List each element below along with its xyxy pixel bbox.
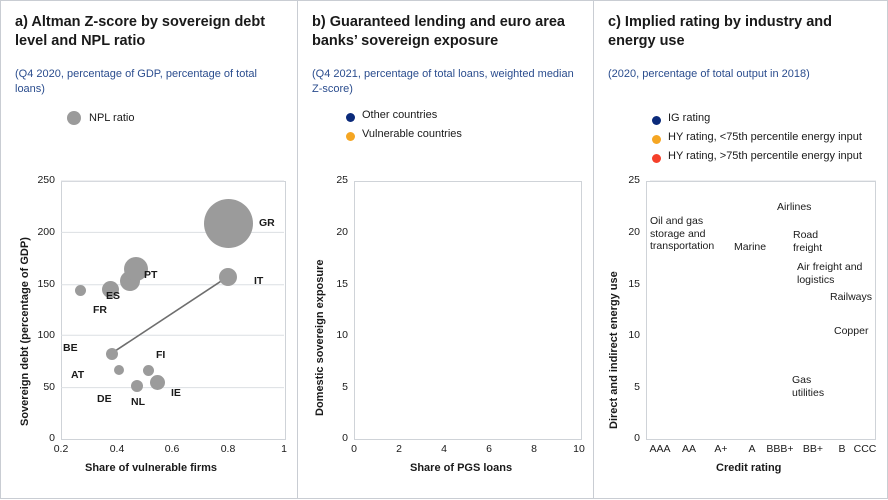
legend-label-other-countries: Other countries <box>362 109 438 121</box>
panel-c <box>593 1 887 498</box>
point-label-IT: IT <box>254 275 264 287</box>
panel-b-subtitle: (Q4 2021, percentage of total loans, weighted median Z-score) <box>312 68 574 95</box>
panel-a-xaxis-title: Share of vulnerable firms <box>85 462 218 474</box>
panel-b-xtick-10: 10 <box>573 443 585 455</box>
legend-label-hy-low-energy: HY rating, <75th percentile energy input <box>668 131 862 143</box>
panel-c-subtitle: (2020, percentage of total output in 2018) <box>608 68 810 80</box>
panel-b-ytick-15: 15 <box>336 278 348 290</box>
panel-c-ytick-0: 0 <box>634 432 640 444</box>
point-label-PT: PT <box>144 269 158 281</box>
point-label-AT: AT <box>71 369 85 381</box>
legend-label-vulnerable-countries: Vulnerable countries <box>362 128 462 140</box>
panel-c-xaxis-title: Credit rating <box>716 462 782 474</box>
panel-c-xtick-aa: AA <box>681 443 696 455</box>
panel-a-xtick-0.8: 0.8 <box>220 443 236 455</box>
panel-a <box>1 1 297 498</box>
point-label-IE: IE <box>171 387 181 399</box>
legend-label-ig-rating: IG rating <box>668 112 711 124</box>
annotation-road-freight: Road freight <box>793 229 823 254</box>
panel-a-xtick-0.2: 0.2 <box>53 443 69 455</box>
bubble-IT <box>219 268 237 286</box>
panel-b-title: b) Guaranteed lending and euro area banks’ sovereign exposure <box>312 14 565 49</box>
annotation-railways: Railways <box>830 291 873 303</box>
point-label-DE: DE <box>97 393 112 405</box>
point-label-FR: FR <box>93 304 107 316</box>
panel-c-ytick-15: 15 <box>628 278 640 290</box>
bubble-IE <box>150 375 165 390</box>
point-label-ES: ES <box>106 290 121 302</box>
panel-a-ytick-200: 200 <box>37 226 55 238</box>
panel-a-xtick-0.4: 0.4 <box>109 443 125 455</box>
annotation-gas-utilities: Gas utilities <box>792 374 825 399</box>
panel-b-xtick-4: 4 <box>441 443 447 455</box>
panel-b-ytick-5: 5 <box>342 381 348 393</box>
panel-a-ytick-100: 100 <box>37 329 55 341</box>
bubble-DE <box>114 365 124 375</box>
panel-b-ytick-20: 20 <box>336 226 348 238</box>
panel-c-xtick-a: A <box>748 443 756 455</box>
point-label-NL: NL <box>131 396 145 408</box>
point-label-FI: FI <box>156 349 166 361</box>
point-label-BE: BE <box>63 342 78 354</box>
panel-c-xtick-bbbplus: BBB+ <box>766 443 794 455</box>
panel-c-ytick-10: 10 <box>628 329 640 341</box>
panel-a-subtitle: (Q4 2020, percentage of GDP, percentage of total loans) <box>15 68 257 95</box>
panel-c-ytick-5: 5 <box>634 381 640 393</box>
panel-b-xtick-6: 6 <box>486 443 492 455</box>
bubble-GR <box>204 199 253 248</box>
panel-a-xtick-0.6: 0.6 <box>164 443 180 455</box>
panel-b-xtick-8: 8 <box>531 443 537 455</box>
annotation-copper: Copper <box>834 325 869 337</box>
panel-c-yaxis-title: Direct and indirect energy use <box>608 271 620 429</box>
point-label-GR: GR <box>259 217 275 229</box>
panel-c-xtick-ccc: CCC <box>853 443 877 455</box>
bubble-BE <box>75 285 86 296</box>
panel-c-ytick-25: 25 <box>628 174 640 186</box>
annotation-air-freight: Air freight and logistics <box>797 261 863 286</box>
bubble-AT <box>106 348 118 360</box>
panel-b-ytick-10: 10 <box>336 329 348 341</box>
panel-c-xtick-b: B <box>838 443 846 455</box>
panel-c-xtick-aplus: A+ <box>714 443 728 455</box>
annotation-marine: Marine <box>734 241 767 253</box>
panel-b-xtick-0: 0 <box>351 443 357 455</box>
panel-a-yaxis-title: Sovereign debt (percentage of GDP) <box>19 237 31 426</box>
panel-a-xtick-1: 1 <box>281 443 287 455</box>
annotation-airlines: Airlines <box>777 201 812 213</box>
panel-b-xaxis-title: Share of PGS loans <box>410 462 513 474</box>
panel-b-yaxis-title: Domestic sovereign exposure <box>314 259 326 416</box>
panel-b <box>297 1 593 498</box>
panel-b-ytick-0: 0 <box>342 432 348 444</box>
annotation-oil-and-gas: Oil and gas storage and transportation <box>650 215 715 253</box>
bubble-FI <box>143 365 154 376</box>
panel-b-ytick-25: 25 <box>336 174 348 186</box>
panel-a-title: a) Altman Z-score by sovereign debt level and NPL ratio <box>15 14 266 49</box>
legend-label-hy-high-energy: HY rating, >75th percentile energy input <box>668 150 862 162</box>
panel-c-title: c) Implied rating by industry and energy use <box>608 14 832 49</box>
panel-c-ytick-20: 20 <box>628 226 640 238</box>
bubble-NL <box>131 380 143 392</box>
panel-c-xtick-bbplus: BB+ <box>802 443 824 455</box>
panel-a-ytick-250: 250 <box>37 174 55 186</box>
panel-a-ytick-150: 150 <box>37 278 55 290</box>
legend-label-npl: NPL ratio <box>89 112 135 124</box>
panel-a-ytick-50: 50 <box>43 381 55 393</box>
panel-b-xtick-2: 2 <box>396 443 402 455</box>
panel-a-ytick-0: 0 <box>49 432 55 444</box>
panel-c-xtick-aaa: AAA <box>649 443 671 455</box>
